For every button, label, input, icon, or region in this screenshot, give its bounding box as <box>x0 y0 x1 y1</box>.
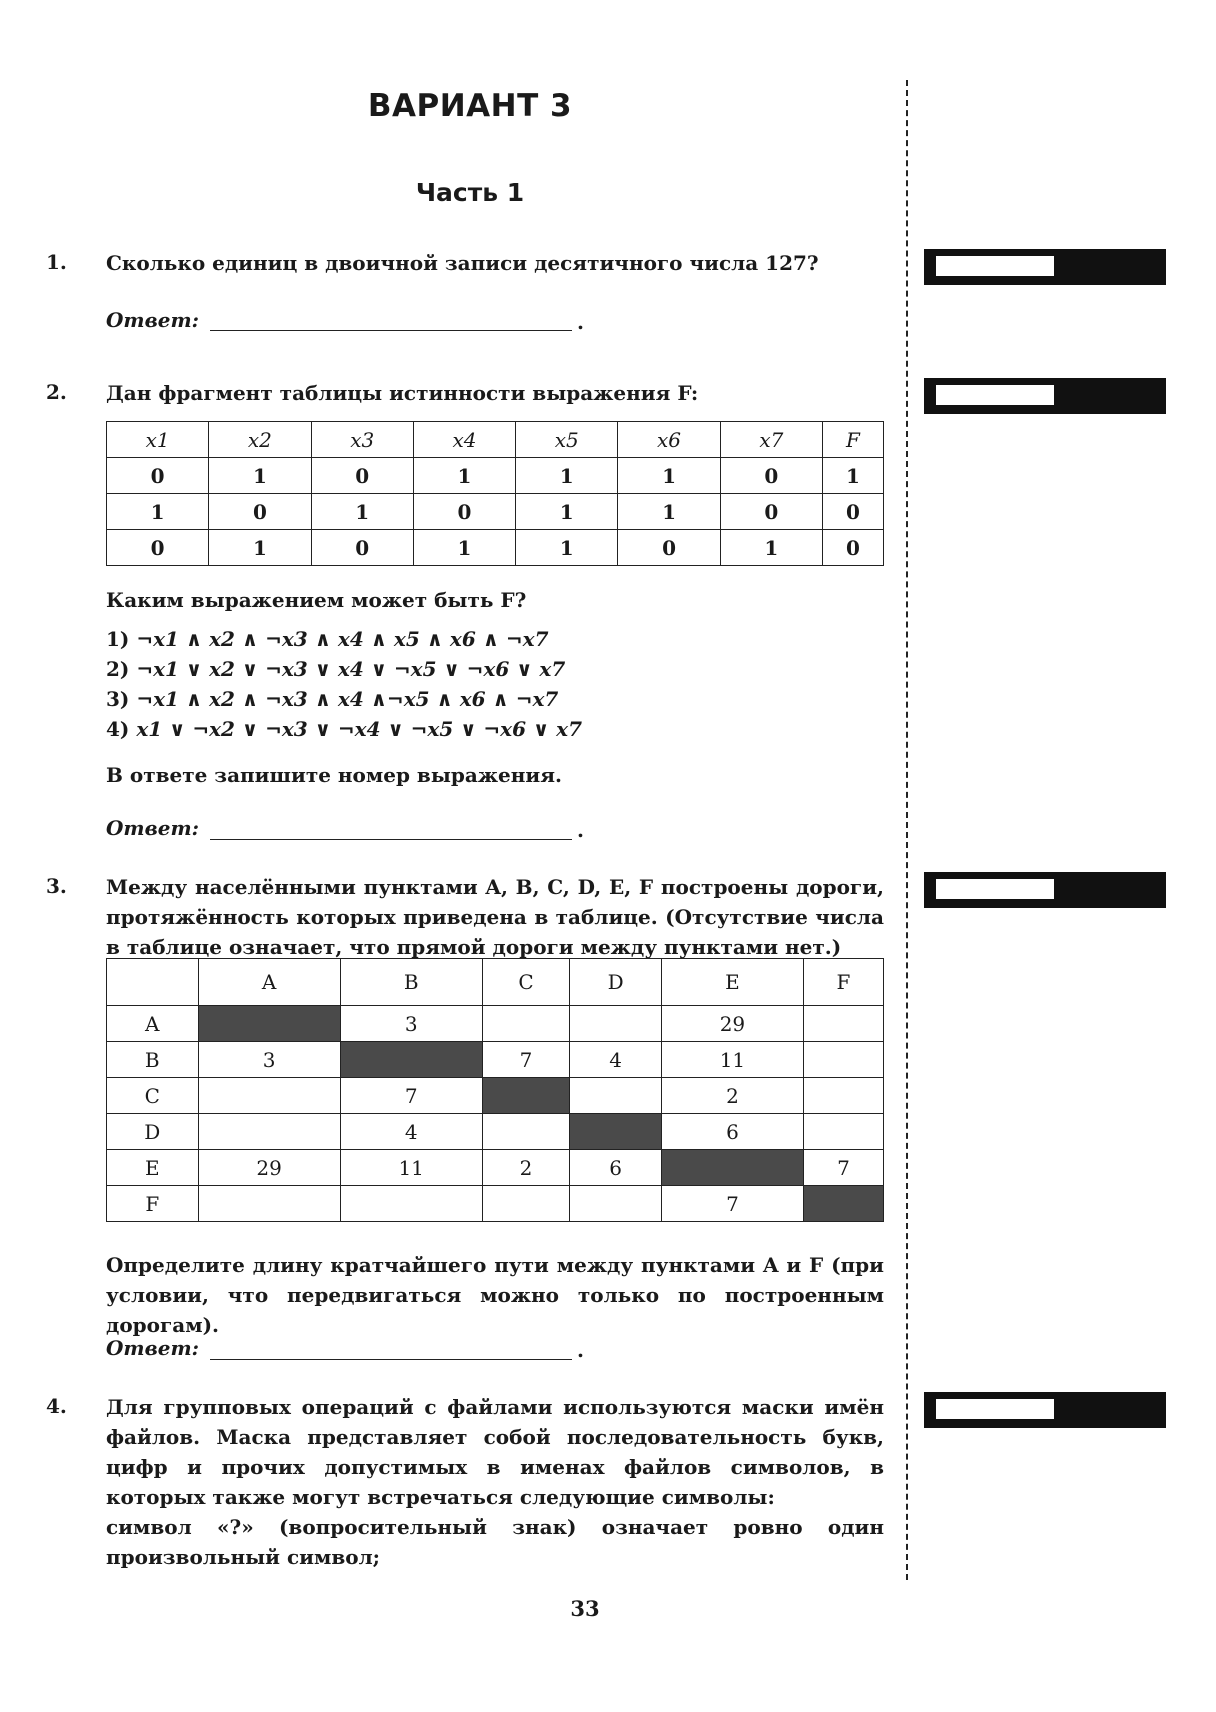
table-cell: 3 <box>340 1006 482 1042</box>
question-3-question: Определите длину кратчайшего пути между пунктами A и F (при условии, что передвигаться можно только по построенным дорогам). <box>106 1253 884 1337</box>
table-cell <box>198 1186 340 1222</box>
page-title: ВАРИАНТ 3 <box>367 88 573 124</box>
question-number-2: 2. <box>46 380 67 404</box>
answer-box-q2 <box>924 378 1166 414</box>
table-cell: 1 <box>413 458 515 494</box>
table-cell: 0 <box>107 458 209 494</box>
option-item <box>106 654 582 684</box>
table-cell: 1 <box>720 530 822 566</box>
table-header-cell: x3 <box>311 422 413 458</box>
table-cell: 1 <box>107 494 209 530</box>
answer-label-q2: Ответ: <box>106 816 199 840</box>
answer-box-q1 <box>924 249 1166 285</box>
answer-dot: . <box>577 818 584 842</box>
page-number: 33 <box>570 1596 600 1621</box>
table-cell: 29 <box>198 1150 340 1186</box>
truth-table <box>106 421 884 566</box>
table-cell: 7 <box>482 1042 570 1078</box>
table-header-cell: F <box>803 959 883 1006</box>
table-header-cell <box>107 959 199 1006</box>
table-cell: 1 <box>822 458 883 494</box>
table-cell: 0 <box>107 530 209 566</box>
table-cell <box>570 1078 662 1114</box>
question-2-instruction: В ответе запишите номер выражения. <box>106 763 562 787</box>
table-cell-diagonal <box>482 1078 570 1114</box>
table-cell <box>198 1078 340 1114</box>
option-number: 3) <box>106 687 130 711</box>
table-cell: 0 <box>720 494 822 530</box>
option-item <box>106 714 582 744</box>
question-number-3: 3. <box>46 874 67 898</box>
table-header-cell: F <box>822 422 883 458</box>
cut-line <box>906 80 908 1580</box>
question-1-text: Сколько единиц в двоичной записи десятичного числа 127? <box>106 251 819 275</box>
table-cell: 11 <box>340 1150 482 1186</box>
table-row-header: E <box>107 1150 199 1186</box>
table-row <box>107 1186 884 1222</box>
table-row <box>107 1006 884 1042</box>
answer-line-q3[interactable] <box>210 1359 572 1360</box>
table-cell: 6 <box>570 1150 662 1186</box>
table-cell <box>340 1186 482 1222</box>
table-cell: 1 <box>209 530 311 566</box>
answer-label-q1: Ответ: <box>106 308 199 332</box>
table-header-cell: x5 <box>516 422 618 458</box>
table-cell: 3 <box>198 1042 340 1078</box>
table-cell-diagonal <box>661 1150 803 1186</box>
question-4-text <box>106 1392 884 1512</box>
question-4-text-start: Для групповых операций с файлами используются <box>106 1395 742 1419</box>
table-header-cell: A <box>198 959 340 1006</box>
table-cell <box>803 1042 883 1078</box>
table-cell-diagonal <box>198 1006 340 1042</box>
table-cell: 0 <box>822 494 883 530</box>
part-heading: Часть 1 <box>415 178 525 207</box>
table-header-cell: x6 <box>618 422 720 458</box>
table-cell: 1 <box>618 458 720 494</box>
table-row-header: D <box>107 1114 199 1150</box>
distance-table <box>106 958 884 1222</box>
table-header-cell: D <box>570 959 662 1006</box>
table-cell: 29 <box>661 1006 803 1042</box>
table-header-row <box>107 422 884 458</box>
answer-dot: . <box>577 1338 584 1362</box>
table-cell: 0 <box>311 458 413 494</box>
table-cell: 2 <box>482 1150 570 1186</box>
question-4-text-end: . Маска представляет собой последовательность букв, цифр и прочих допустимых в именах файлов символов, в которых также могут встречаться следующие символы: <box>106 1425 884 1509</box>
answer-box-slot <box>936 1399 1054 1419</box>
table-cell: 1 <box>413 530 515 566</box>
table-row-header: C <box>107 1078 199 1114</box>
question-3-text: Между населёнными пунктами A, B, C, D, E, F построены дороги, протяжённость которых приведена в таблице. (Отсутствие числа в таблице означает, что прямой дороги между пунктами нет.) <box>106 875 884 959</box>
option-expression: ¬x1 ∧ x2 ∧ ¬x3 ∧ x4 ∧ x5 ∧ x6 ∧ ¬x7 <box>136 627 549 651</box>
table-row-header: A <box>107 1006 199 1042</box>
table-row <box>107 458 884 494</box>
table-row-header: F <box>107 1186 199 1222</box>
question-4-line2: символ «?» (вопросительный знак) означает ровно один произвольный символ; <box>106 1515 884 1569</box>
table-cell: 1 <box>618 494 720 530</box>
table-cell: 7 <box>340 1078 482 1114</box>
table-cell <box>570 1186 662 1222</box>
options-list <box>106 624 582 744</box>
question-number-1: 1. <box>46 250 67 274</box>
table-header-cell: x1 <box>107 422 209 458</box>
table-cell: 1 <box>516 494 618 530</box>
table-cell: 1 <box>209 458 311 494</box>
answer-box-slot <box>936 879 1054 899</box>
table-header-cell: x2 <box>209 422 311 458</box>
option-item <box>106 684 582 714</box>
table-cell: 11 <box>661 1042 803 1078</box>
answer-box-q3 <box>924 872 1166 908</box>
table-row <box>107 1078 884 1114</box>
question-2-question: Каким выражением может быть F? <box>106 588 527 612</box>
table-cell: 7 <box>803 1150 883 1186</box>
answer-box-q4 <box>924 1392 1166 1428</box>
option-expression: ¬x1 ∧ x2 ∧ ¬x3 ∧ x4 ∧¬x5 ∧ x6 ∧ ¬x7 <box>136 687 559 711</box>
table-cell: 6 <box>661 1114 803 1150</box>
table-row-header: B <box>107 1042 199 1078</box>
table-cell: 1 <box>311 494 413 530</box>
table-cell: 0 <box>209 494 311 530</box>
table-cell: 0 <box>311 530 413 566</box>
table-row <box>107 1114 884 1150</box>
table-cell-diagonal <box>803 1186 883 1222</box>
table-header-cell: E <box>661 959 803 1006</box>
question-number-4: 4. <box>46 1394 67 1418</box>
question-2-intro: Дан фрагмент таблицы истинности выражения F: <box>106 381 699 405</box>
table-cell: 0 <box>720 458 822 494</box>
table-row <box>107 1150 884 1186</box>
table-cell: 1 <box>516 458 618 494</box>
option-number: 1) <box>106 627 130 651</box>
table-header-cell: x7 <box>720 422 822 458</box>
answer-line-q2[interactable] <box>210 839 572 840</box>
table-header-cell: B <box>340 959 482 1006</box>
answer-dot: . <box>577 310 584 334</box>
table-cell: 0 <box>618 530 720 566</box>
table-cell: 1 <box>516 530 618 566</box>
table-header-row <box>107 959 884 1006</box>
table-cell <box>482 1114 570 1150</box>
option-expression: ¬x1 ∨ x2 ∨ ¬x3 ∨ x4 ∨ ¬x5 ∨ ¬x6 ∨ x7 <box>136 657 566 681</box>
table-cell <box>482 1186 570 1222</box>
table-cell <box>482 1006 570 1042</box>
option-item <box>106 624 582 654</box>
answer-label-q3: Ответ: <box>106 1336 199 1360</box>
table-cell <box>198 1114 340 1150</box>
table-header-cell: C <box>482 959 570 1006</box>
table-cell: 0 <box>413 494 515 530</box>
option-number: 4) <box>106 717 130 741</box>
answer-box-slot <box>936 256 1054 276</box>
table-row <box>107 530 884 566</box>
table-cell-diagonal <box>570 1114 662 1150</box>
option-expression: x1 ∨ ¬x2 ∨ ¬x3 ∨ ¬x4 ∨ ¬x5 ∨ ¬x6 ∨ x7 <box>136 717 583 741</box>
table-cell-diagonal <box>340 1042 482 1078</box>
table-cell <box>803 1006 883 1042</box>
table-cell: 2 <box>661 1078 803 1114</box>
table-cell <box>803 1114 883 1150</box>
answer-box-slot <box>936 385 1054 405</box>
table-header-cell: x4 <box>413 422 515 458</box>
table-cell: 4 <box>570 1042 662 1078</box>
answer-line-q1[interactable] <box>210 330 572 331</box>
table-cell: 0 <box>822 530 883 566</box>
table-row <box>107 494 884 530</box>
table-cell: 7 <box>661 1186 803 1222</box>
question-4-bold-term: маски имён файлов <box>106 1395 884 1449</box>
table-cell <box>803 1078 883 1114</box>
table-row <box>107 1042 884 1078</box>
table-cell: 4 <box>340 1114 482 1150</box>
table-cell <box>570 1006 662 1042</box>
option-number: 2) <box>106 657 130 681</box>
